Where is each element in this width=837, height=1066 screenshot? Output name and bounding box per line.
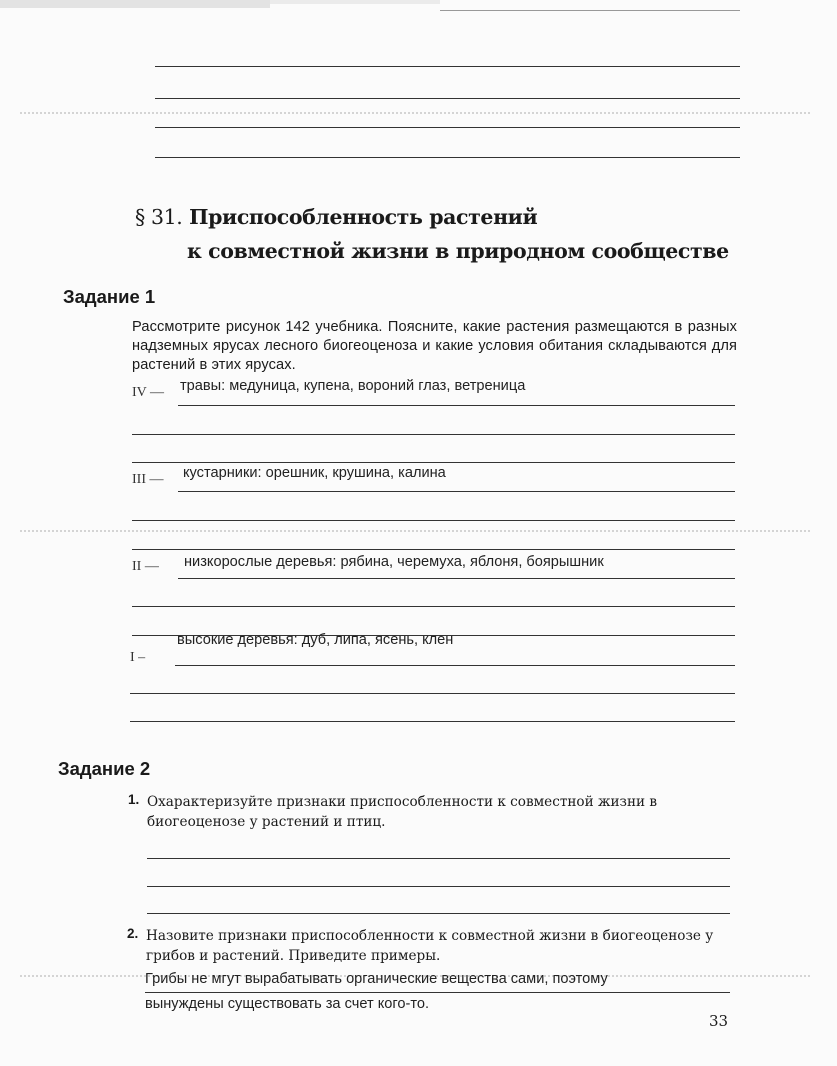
answer-line <box>147 858 730 859</box>
answer-handwritten: Грибы не мгут вырабатывать органические вещества сами, поэтому <box>145 971 608 987</box>
answer-handwritten: вынуждены существовать за счет кого-то. <box>145 996 430 1012</box>
question-number: 2. <box>127 926 139 941</box>
tier-label: I – <box>130 650 146 665</box>
answer-line <box>178 578 735 579</box>
writing-line <box>155 127 740 128</box>
tier-label: III — <box>132 472 164 487</box>
section-title-line2: к совместной жизни в природном сообществе <box>187 239 729 263</box>
answer-line <box>132 549 735 550</box>
scan-edge-rule <box>440 10 740 11</box>
section-number: § 31. <box>135 205 183 229</box>
answer-line <box>178 405 735 406</box>
section-title-line1: Приспособленность растений <box>189 205 538 229</box>
page-number: 33 <box>709 1012 729 1030</box>
section-title <box>135 205 537 229</box>
answer-line <box>178 491 735 492</box>
question-text: Назовите признаки приспособленности к совместной жизни в биогеоценозе у грибов и растений. Приведите примеры. <box>146 928 714 964</box>
answer-line <box>147 913 730 914</box>
answer-line <box>132 462 735 463</box>
answer-line <box>132 434 735 435</box>
answer-line <box>147 886 730 887</box>
answer-line <box>145 992 730 993</box>
task1-heading: Задание 1 <box>63 286 156 307</box>
tier-answer: травы: медуница, купена, вороний глаз, ветреница <box>180 378 526 394</box>
tier-label: II — <box>132 559 159 574</box>
answer-line <box>175 665 735 666</box>
tier-answer: низкорослые деревья: рябина, черемуха, яблоня, боярышник <box>184 554 604 570</box>
question-text: Охарактеризуйте признаки приспособленности к совместной жизни в биогеоценозе у растений и птиц. <box>147 794 658 830</box>
show-through-artifact <box>20 112 810 114</box>
tier-answer: высокие деревья: дуб, липа, ясень, клен <box>177 632 454 648</box>
answer-line <box>130 693 735 694</box>
answer-line <box>132 606 735 607</box>
writing-line <box>155 157 740 158</box>
answer-line <box>130 721 735 722</box>
task1-instruction: Рассмотрите рисунок 142 учебника. Поясните, какие растения размещаются в разных надземных ярусах лесного биогеоценоза и какие условия обитания складываются для растений в этих ярусах. <box>132 319 737 373</box>
scan-edge-shadow <box>0 0 270 8</box>
tier-answer: кустарники: орешник, крушина, калина <box>183 465 446 481</box>
writing-line <box>155 66 740 67</box>
task2-heading: Задание 2 <box>58 758 151 779</box>
answer-line <box>132 520 735 521</box>
show-through-artifact <box>20 530 810 532</box>
tier-label: IV — <box>132 385 165 400</box>
writing-line <box>155 98 740 99</box>
scan-edge-shadow <box>270 0 440 4</box>
question-number: 1. <box>128 792 140 807</box>
